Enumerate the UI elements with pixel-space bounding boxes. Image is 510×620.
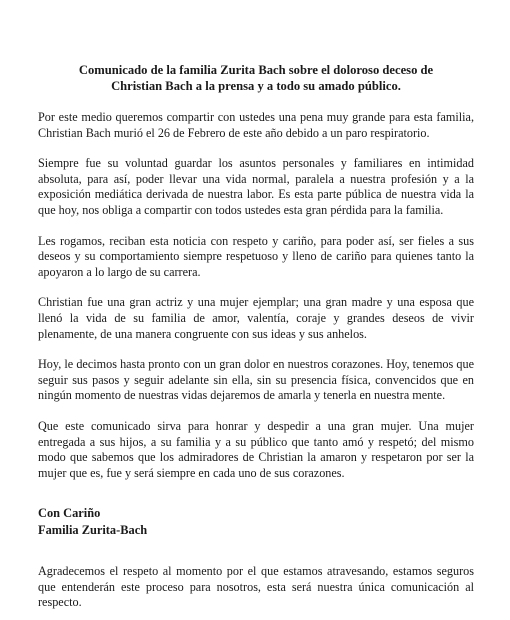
closing-salutation: Con Cariño — [38, 506, 101, 521]
body-paragraph: Que este comunicado sirva para honrar y despedir a una gran mujer. Una mujer entregada a sus hijos, a su familia y a su público que tanto amó y respetó; del mismo modo que sabemos que los admiradores de Christian la amaron y respetaron por ser la mujer que es, fue y será siempre en cada uno de sus corazones. — [38, 418, 474, 480]
body-paragraph: Les rogamos, reciban esta noticia con respeto y cariño, para poder así, ser fieles a sus deseos y su comportamiento siempre respetuoso y lleno de cariño para quienes tanto la apoyaron a lo largo de su carrera. — [38, 233, 474, 279]
body-paragraph: Por este medio queremos compartir con ustedes una pena muy grande para esta familia, Christian Bach murió el 26 de Febrero de este año debido a un paro respiratorio. — [38, 110, 474, 140]
body-paragraph: Siempre fue su voluntad guardar los asuntos personales y familiares en intimidad absoluta, para así, poder llevar una vida normal, paralela a nuestra profesión y a la exposición mediática derivada de nuestra labor. Es esta parte pública de nuestra vida la que hoy, nos obliga a compartir con todos ustedes esta gran pérdida para la familia. — [38, 156, 474, 217]
body-paragraph: Hoy, le decimos hasta pronto con un gran dolor en nuestros corazones. Hoy, tenemos que seguir sus pasos y seguir adelante sin ella, sin su presencia física, convencidos que en ningún momento de nuestras vidas dejaremos de amarla y tenerla en nuestra mente. — [38, 357, 474, 403]
footer-note: Agradecemos el respeto al momento por el que estamos atravesando, estamos seguros que entenderán este proceso para nosotros, esta será nuestra única comunicación al respecto. — [38, 564, 474, 610]
closing-block — [38, 505, 474, 538]
body-paragraph: Christian fue una gran actriz y una mujer ejemplar; una gran madre y una esposa que llenó la vida de su familia de amor, valentía, coraje y grandes deseos de vivir plenamente, de una manera congruente con sus ideas y sus anhelos. — [38, 295, 474, 341]
closing-signature: Familia Zurita-Bach — [38, 523, 148, 538]
document-title: Comunicado de la familia Zurita Bach sobre el doloroso deceso de Christian Bach a la prensa y a todo su amado público. — [78, 63, 434, 93]
